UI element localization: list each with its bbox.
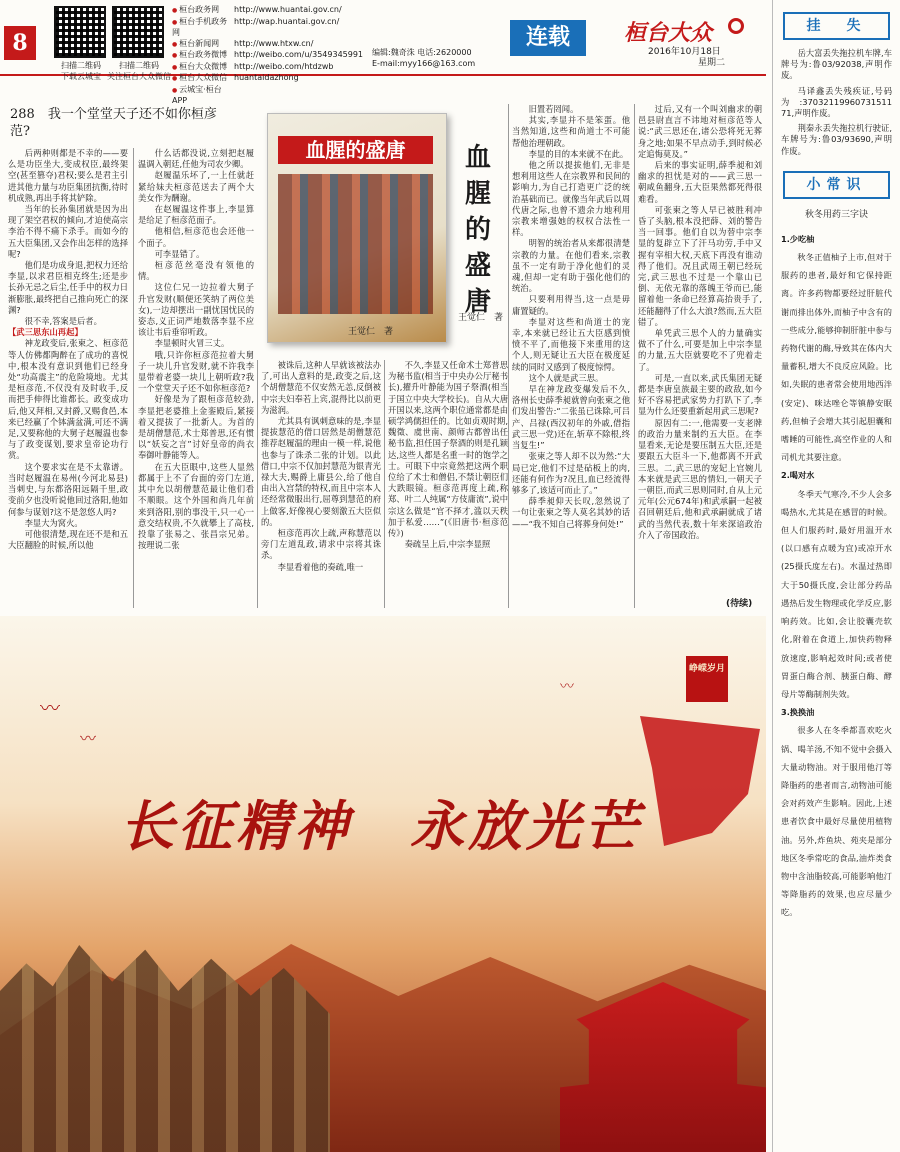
paragraph: 明智的统治者从来都很清楚宗教的力量。在他们看来,宗教虽不一定有助于净化他们的灵魂,但却一定有助于强化他们的统治。 [512,238,630,294]
column-divider [508,104,509,608]
link-name: ● 桓台大众微信 [172,73,234,85]
paragraph: 这个人就是武三思。 [528,372,604,383]
paragraph: 可李显错了。 [154,248,205,259]
paragraph: 只要利用得当,这一点是毋庸置疑的。 [512,294,630,316]
bird-icon: 〰 [560,679,574,695]
book-cover-title: 血腥的盛唐 [278,136,433,164]
paragraph: 他们是功成身退,把权力还给李显,以求君臣相克终生;还是步长孙无忌之后尘,任手中的权力日渐膨胀,最终把自己推向死亡的深渊? [8,260,128,315]
tips-title: 小常识 [783,171,890,199]
paragraph: 赵履温乐坏了,一上任就赶紧给妹夫桓彦范送去了两个大美女作为酬谢。 [138,170,254,203]
paragraph: 李显对这些和尚道士的宠幸,本来就已经让五大臣感到愤愤不平了,而他接下来重用的这个人,则无疑让五大臣在极度延续的同时又感到了极度惊愕。 [512,316,630,372]
chapter-title: 288 我一个堂堂天子还不如你桓彦范? [10,107,217,139]
article-column-4 [512,104,630,610]
article-column-6 [638,104,762,594]
email-line: E-mail:myy166@163.com [372,59,476,68]
long-march-banner [0,616,766,1152]
article-column-5 [388,360,508,610]
link-name: ● 桓台政务微博 [172,50,234,62]
lost-notice-item: 马译鑫丢失残疾证,号码为:37032119960731511 71,声明作废。 [781,85,892,119]
link-url[interactable]: http://wap.huantai.gov.cn/ [234,16,340,26]
paragraph: 其实,李显并不是笨蛋。他当然知道,这些和尚道士不可能帮他治理朝政。 [512,115,630,148]
brand-logo: 桓台大众 [624,20,713,46]
paragraph: 后两种则都是不幸的——要么是功臣坐大,变成权臣,最终架空(甚至篡夺)君权;要么是君主引进其他力量与功臣集团抗衡,待时机成熟,再出手将其铲除。 [8,148,128,203]
page-header [0,0,766,105]
banner-slogan: 长征精神 永放光芒 [120,794,642,858]
paragraph: 后来的事实证明,薛季昶和刘幽求的担忧是对的——武三思一朝咸鱼翻身,五大臣果然都死得很难看。 [638,160,762,204]
banner-badge: 峥嵘岁月 [686,656,728,702]
media-links [172,5,363,107]
qr-caption-app: 扫描二维码 下载云城宝 [61,61,101,81]
column-divider [634,104,635,608]
paragraph: 这个要求实在是不太靠谱。当时赵履温在易州(今河北易县)当刺史,与东都洛阳远隔千里,政变前夕也没听说他回过洛阳,他如何参与谋划?这不是忽悠人吗? [8,461,128,517]
article-column-2 [138,148,254,610]
paragraph: 可是,一直以来,武氏集团无疑都是李唐皇族最主要的政敌,如今好不容易把武家势力打趴下了,李显为什么还要重新起用武三思呢? [638,372,762,417]
article-column-3 [261,360,381,610]
paragraph: 李显大为窝火。 [24,517,83,528]
lost-notices [773,48,900,157]
subheading: 【武三思东山再起】 [8,327,83,338]
bird-icon: 〰 [80,729,97,748]
tips-subtitle: 秋冬用药三字诀 [804,209,868,220]
tip-paragraph: 秋冬正值柚子上市,但对于服药的患者,最好和它保持距离。许多药物都要经过肝脏代谢而排出体外,而柚子中含有的一些成分,能够抑制肝脏中参与药物代谢的酶,导致其在体内大量蓄积,增大不良反应风险。比如,失眠的患者常会使用地西泮(安定)、咪达唑仑等镇静安眠药,但柚子会增大其引起胆囊和嗜睡的可能性,高空作业的人和司机尤其要注意。 [781,252,892,463]
paragraph: 他之所以提拔他们,无非是想利用这些人在宗教界和民间的影响力,为自己打造更广泛的统治基础而已。就像当年武后以周代唐之际,也曾不遗余力地利用宗教来增强她的权权合法性一样。 [512,160,630,238]
paragraph: 薛季昶仰天长叹,忽然说了一句让张柬之等人莫名其妙的话——“我不知自己将葬身何处!” [512,496,630,529]
paragraph: 旧置若罔闻。 [528,104,579,114]
book-cover-illustration [278,174,433,314]
qr-code-app[interactable] [54,6,106,58]
column-divider [257,360,258,608]
bird-icon: 〰 [40,696,60,720]
link-url[interactable]: huantaidazhong [234,73,299,82]
weekday: 星期二 [698,58,726,68]
paragraph: 过后,又有一个叫刘幽求的朝邑县尉直言不讳地对桓彦范等人说:“武三思还在,诸公恐将死无葬身之地;如果不早点动手,到时候必定追悔莫及。” [638,104,762,159]
paragraph: 原因有二:一,他需要一支老牌的政治力量来制约五大臣。在李显看来,无论是要压制五大臣,还是要跟五大臣斗一下,他都离不开武三思。二,武三思的宠妃上官婉儿本来就是武三思的情妇,一朝天子一朝臣,而武三思则同时,自从上元元年(公元674年)和武承嗣一起被召回朝廷后,他和武承嗣就成了诸武的当然代表,数十年来深谙政治介入了帝国政治。 [638,417,762,540]
link-name: ● 桓台大众微博 [172,62,234,74]
tips-body [773,230,900,922]
paragraph: 神龙政变后,张柬之、桓彦范等人仿佛都陶醉在了成功的喜悦中,根本没有意识到他们已经身处“功高震主”的危险境地。尤其是桓彦范,不仅没有及时收手,反而把手伸得比谁都长。政变成功后,他又拜相,又封爵,又赐食邑,本来已经赢了个钵满盆满,可还不满足,又要称他的大舅子赵履温也参与了政变谋划,要求皇帝论功行赏。 [8,338,128,461]
paragraph: 可张柬之等人早已被胜利冲昏了头脑,根本没把薛、刘的警告当一回事。他们自以为替中宗李显的复辟立下了汗马功劳,手中又握有宰相大权,天底下再没有谁动得了他们。况且武周王朝已经玩完,武三思也不过是一个靠山已倒、无依无靠的落魄王爷而已,能留着他一条命已经算高抬贵手了,还能翻得了什么大浪?然而,五大臣错了。 [638,204,762,327]
paragraph: 单凭武三思个人的力量确实做不了什么,可要是加上中宗李显的力量,五大臣就要吃不了兜着走了。 [638,328,762,372]
editor-info [372,47,475,69]
paragraph: 被诛后,这种人早就该被法办了,可出人意料的是,政变之后,这个胡僧慧范不仅安然无恙,反倒被中宗夫妇奉若上宾,混得比以前更为滋润。 [261,360,381,415]
paragraph: 他相信,桓彦范也会还他一个面子。 [138,226,254,248]
link-url[interactable]: http://weibo.com/htdzwb [234,61,334,71]
lost-notice-title: 挂 失 [783,12,890,40]
book-cover [267,113,447,343]
lost-notice-item: 岳大富丢失拖拉机车牌,车牌号为:鲁03/92038,声明作废。 [781,48,892,81]
link-url[interactable]: http://www.huantai.gov.cn/ [234,5,342,14]
banner-flag [640,716,760,846]
paragraph: 在五大臣眼中,这些人显然都属于上不了台面的旁门左道,其中允以胡僧慧范最让他们看不顺眼。这个外国和尚几年前来到洛阳,别的事没干,只一心一意交结权贵,不久就攀上了高枝,投靠了张易之、张昌宗兄弟。按理说二张 [138,461,254,551]
serial-title-vertical: 血腥的盛唐 [464,143,491,317]
paragraph: 很不幸,答案是后者。 [24,316,102,327]
link-name: ● 桓台新闻网 [172,39,234,51]
paragraph: 在赵履温这件事上,李显算是给足了桓彦范面子。 [138,204,254,226]
link-url[interactable]: http://www.htxw.cn/ [234,38,314,48]
serial-author: 王觉仁 著 [458,313,504,323]
column-divider [384,360,385,608]
link-name: ● 桓台手机政务网 [172,17,234,39]
paragraph: 早在神龙政变爆发后不久,洛州长史薛季昶就曾向张柬之他们发出警告:“二张虽已诛除,可吕产、吕禄(西汉初年的外戚,借指武三思一党)还在,斩草不除根,终当复生!” [512,384,630,451]
paragraph: 尤其具有讽刺意味的是,李显提拔慧范的借口居然是胡僧慧范推荐赵履温的理由一模一样,说他也参与了诛杀二张的计划。以此借口,中宗不仅加封慧范为银青光禄大夫,赐爵上庸县公,给了他自由出入宫禁的特权,而且中宗本人还经常微服出行,屈尊到慧范的府上做客,好像视心要刻激五大臣似的。 [261,416,381,527]
link-name: ● 云城宝·桓台APP [172,85,234,107]
paragraph: 张柬之等人却不以为然:“大局已定,他们不过是砧板上的肉,还能有何作为?况且,血已经流得够多了,该适可而止了。” [512,451,630,495]
article-column-1 [8,148,128,610]
paragraph: 桓彦范丝毫没有领他的情。 [138,260,254,282]
column-divider [133,148,134,608]
date: 2016年10月18日 [648,47,721,57]
tip-heading: 3.换换油 [781,707,815,718]
lost-notice-item: 荆秦永丢失拖拉机行驶证,车牌号为:鲁03/93690,声明作废。 [781,123,892,156]
page-number: 8 [4,26,36,60]
tip-paragraph: 很多人在冬季都喜欢吃火锅、喝羊汤,不知不觉中会摄入大量动物油。对于服用他汀等降脂药的患者而言,动物油可能会对药效产生影响。因此,上述患者饮食中最好尽量使用植物油。另外,炸鱼块、苑夹是部分地区冬季常吃的食品,油炸类食物中含油脂较高,可能影响他汀等降脂药的效果,也应尽量少吃。 [781,725,892,918]
sidebar [772,0,900,1152]
tip-heading: 2.喝对水 [781,470,815,481]
paragraph: 这位仁兄一边拉着大舅子升官发财(顺便还笑纳了两位美女),一边却摆出一副忧国忧民的姿态,义正词严地数落李显不应该让韦后垂帘听政。 [138,282,254,338]
brand-mark-icon [728,18,744,34]
section-tag: 连载 [510,20,586,56]
qr-caption-wechat: 扫描二维码 关注桓台大众微信 [107,61,171,81]
paragraph: 好像是为了跟桓彦范较劲,李显把老婆推上金銮殿后,紧接着又提拔了一批新人。为首的是胡僧慧范,术士郑普思,还有惯以“妖妄之言”讨好皇帝的尚衣奉御叶静能等人。 [138,394,254,461]
paragraph: 桓彦范再次上疏,声称慧范以旁门左道乱政,请求中宗将其诛杀。 [261,528,381,561]
paragraph: 不久,李显又任命术士郑普思为秘书监(相当于中央办公厅秘书长),擢升叶静能为国子祭酒(相当于国立中央大学校长)。自从大唐开国以来,这两个职位通常都是由硕学鸿儒担任的。比如贞观时期,魏徵、虞世南、颜师古都曾出任秘书监,担任国子祭酒的则是孔颖达,这些人都是名重一时的饱学之士。可眼下中宗竟然把这两个职位给了术士和僧侣,不禁让朝臣们大跌眼镜。桓彦范再度上疏,称郑、叶二人纯属“方伎庸流”,说中宗这么做是“官不择才,滥以天秩加于私爱……”(《旧唐书·桓彦范传》) [388,360,508,539]
editor-line: 编辑:魏奇洙 电话:2620000 [372,48,472,57]
paragraph: 可他很清楚,现在还不是和五大臣翻脸的时候,所以他 [8,528,128,551]
paragraph: 哦,只许你桓彦范拉着大舅子一块儿升官发财,就不许我李显带着老婆一块儿上朝听政?我一个堂堂天子还不如你桓彦范? [138,349,254,394]
paragraph: 李显顿时火冒三丈。 [154,338,230,349]
to-be-continued: (待续) [726,599,753,609]
paragraph: 什么话都没说,立刻把赵履温调入朝廷,任他为司农少卿。 [138,148,254,170]
tip-paragraph: 冬季天气寒冷,不少人会多喝热水,尤其是在感冒的时候。但人们服药时,最好用温开水(以口感有点暖为宜)或凉开水(25摄氏度左右)。水温过热即大于50摄氏度,会让部分药品遇热后发生物理或化学反应,影响药效。比如,会让胶囊壳软化,附着在食道上,加快药物释放速度,影响起效时间;或者使胃蛋白酶合剂、胰蛋白酶、酵母片等酶制剂失效。 [781,488,892,699]
link-url[interactable]: http://weibo.com/u/3549345991 [234,50,364,59]
paragraph: 李显看着他的奏疏,唯一 [277,561,364,572]
link-name: ● 桓台政务网 [172,5,234,17]
paragraph: 当年的长孙集团就是因为出现了架空君权的倾向,才迫使高宗李治不得不痛下杀手。而如今的五大臣集团,又会作出怎样的选择呢? [8,204,128,259]
book-cover-author: 王觉仁 著 [348,327,394,337]
tip-heading: 1.少吃柚 [781,233,815,244]
paragraph: 李显的目的本来就不在此。 [528,148,629,159]
paragraph: 奏疏呈上后,中宗李显照 [404,539,491,550]
qr-code-wechat[interactable] [112,6,164,58]
issue-date [648,47,725,69]
